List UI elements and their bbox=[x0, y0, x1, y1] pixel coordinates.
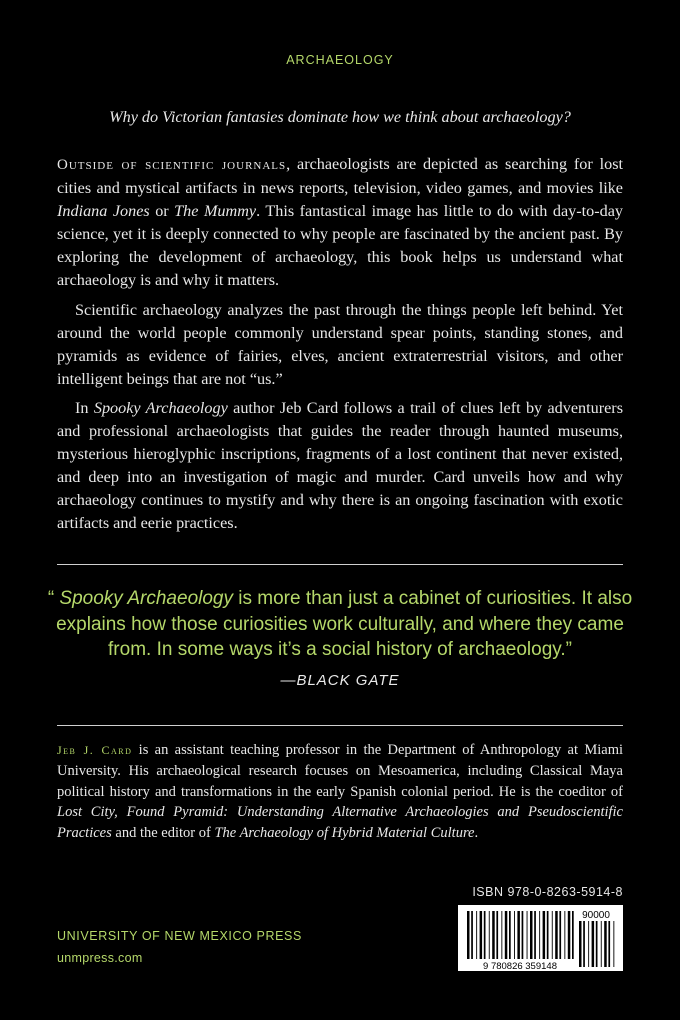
quote-source: —BLACK GATE bbox=[280, 672, 400, 689]
barcode-bar bbox=[509, 911, 511, 959]
paragraph-3 bbox=[57, 397, 623, 536]
barcode-bar bbox=[480, 911, 483, 959]
author-name: Jeb J. Card bbox=[57, 743, 133, 757]
paragraph-1 bbox=[57, 153, 623, 293]
barcode-bar bbox=[501, 911, 502, 959]
barcode-bar bbox=[517, 911, 520, 959]
barcode-bar bbox=[568, 911, 571, 959]
paragraph-1-text-c: . This fantastical image has little to do with day-to-day science, yet it is deeply connected to why people are fascinated by the ancient past. By exploring the development of archaeology, this book helps us understand what archaeology is and why it matters. bbox=[57, 202, 623, 290]
barcode-bar bbox=[522, 911, 524, 959]
barcode-graphic bbox=[458, 905, 623, 971]
barcode-bar bbox=[588, 921, 589, 967]
barcode bbox=[458, 905, 623, 971]
barcode-bar bbox=[514, 911, 515, 959]
tagline: Why do Victorian fantasies dominate how we think about archaeology? bbox=[109, 108, 571, 126]
barcode-bar bbox=[471, 911, 473, 959]
barcode-bar bbox=[592, 921, 595, 967]
review-quote bbox=[40, 586, 640, 663]
paragraph-3-text-b: author Jeb Card follows a trail of clues left by adventurers and professional archaeologists that guides the reader through haunted museums, mysterious hieroglyphic inscriptions, fragments of a lost continent that never existed, and deep into an investigation of magic and murder. Card unveils how and why archaeology continues to mystify and why there is an ongoing fascination with exotic artifacts and eerie practices. bbox=[57, 398, 623, 533]
publisher-name: UNIVERSITY OF NEW MEXICO PRESS bbox=[57, 929, 302, 943]
barcode-bar bbox=[583, 921, 585, 967]
divider-bottom bbox=[57, 725, 623, 726]
barcode-bar bbox=[484, 911, 486, 959]
barcode-bar bbox=[496, 911, 498, 959]
title-hybrid-material: The Archaeology of Hybrid Material Culture bbox=[214, 825, 475, 842]
barcode-bar bbox=[539, 911, 540, 959]
barcode-bar bbox=[608, 921, 610, 967]
author-bio bbox=[57, 740, 623, 844]
title-spooky-archaeology: Spooky Archaeology bbox=[93, 398, 228, 417]
title-lost-city: Lost City, Found Pyramid: Understanding Alternative Archaeologies and Pseudoscientific Practices bbox=[57, 804, 623, 842]
paragraph-1-text-b: or bbox=[149, 202, 175, 221]
barcode-digits: 9 780826 359148 bbox=[483, 961, 557, 971]
barcode-bar bbox=[552, 911, 553, 959]
barcode-bar bbox=[505, 911, 508, 959]
bio-text-c: . bbox=[474, 825, 479, 842]
barcode-price-code: 90000 bbox=[582, 910, 610, 921]
barcode-bar bbox=[543, 911, 546, 959]
barcode-bar bbox=[489, 911, 490, 959]
quote-text: is more than just a cabinet of curiosities. It also explains how those curiosities work culturally, and where they came from. In some ways it’s a social history of archaeology.” bbox=[56, 588, 633, 660]
barcode-bar bbox=[564, 911, 565, 959]
barcode-bar bbox=[476, 911, 477, 959]
description bbox=[57, 153, 623, 536]
bio-text-a: is an assistant teaching professor in the Department of Anthropology at Miami University. His archaeological research focuses on Mesoamerica, including Classical Maya political history and transformations in the early Spanish colonial period. He is the coeditor of bbox=[57, 742, 623, 800]
barcode-bar bbox=[467, 911, 470, 959]
paragraph-2: Scientific archaeology analyzes the past through the things people left behind. Yet around the world people commonly understand spear points, standing stones, and pyramids as evidence of fairies, elves, ancient extraterrestrial visitors, and other intelligent beings that are not “us.” bbox=[57, 300, 623, 388]
title-the-mummy: The Mummy bbox=[174, 202, 257, 221]
barcode-bar bbox=[547, 911, 549, 959]
barcode-bar bbox=[527, 911, 528, 959]
barcode-bar bbox=[559, 911, 561, 959]
barcode-bar bbox=[596, 921, 598, 967]
barcode-bar bbox=[613, 921, 614, 967]
barcode-bar bbox=[579, 921, 582, 967]
barcode-bar bbox=[601, 921, 602, 967]
isbn: ISBN 978-0-8263-5914-8 bbox=[472, 885, 623, 899]
publisher-url[interactable]: unmpress.com bbox=[57, 951, 143, 965]
category-label: ARCHAEOLOGY bbox=[286, 53, 394, 67]
barcode-bar bbox=[492, 911, 495, 959]
paragraph-1-text-a: , archaeologists are depicted as searching for lost cities and mystical artifacts in news reports, television, video games, and movies like bbox=[57, 155, 623, 198]
barcode-bar bbox=[604, 921, 607, 967]
divider-top bbox=[57, 564, 623, 565]
barcode-bar bbox=[555, 911, 558, 959]
paragraph-1-lead: Outside of scientific journals bbox=[57, 157, 287, 173]
barcode-bar bbox=[572, 911, 574, 959]
barcode-bar bbox=[534, 911, 536, 959]
title-indiana-jones: Indiana Jones bbox=[57, 202, 150, 221]
bio-text-b: and the editor of bbox=[111, 825, 215, 842]
quote-title: Spooky Archaeology bbox=[59, 588, 233, 609]
quote-open: “ bbox=[47, 588, 60, 609]
paragraph-3-text-a: In bbox=[75, 398, 94, 417]
barcode-bar bbox=[530, 911, 533, 959]
